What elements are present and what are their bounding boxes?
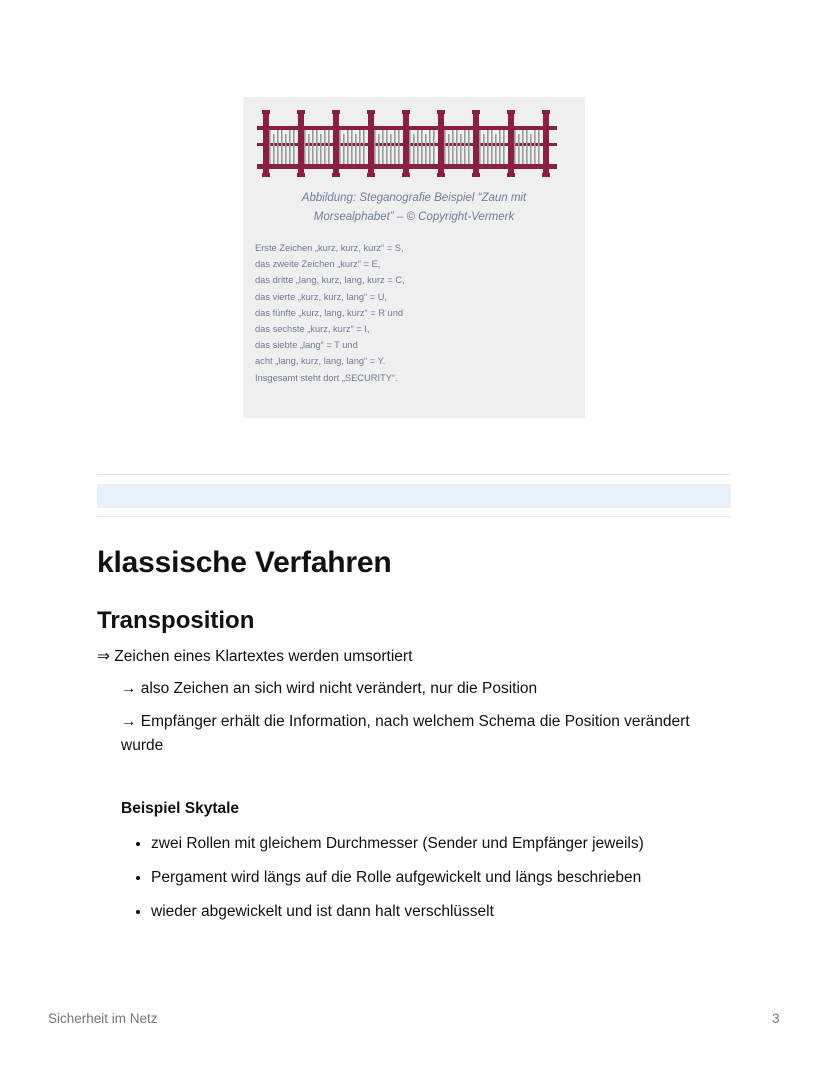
section-subtitle: Transposition <box>97 607 255 634</box>
point-1: → also Zeichen an sich wird nicht verändert, nur die Position <box>121 680 538 697</box>
figure-caption <box>243 189 585 227</box>
divider-top <box>97 474 731 475</box>
explanation-line: Erste Zeichen „kurz, kurz, kurz“ = S, <box>255 243 404 253</box>
footer-title: Sicherheit im Netz <box>48 1011 158 1026</box>
explanation-line: acht „lang, kurz, lang, lang“ = Y. <box>255 356 386 367</box>
explanation-line: das zweite Zeichen „kurz“ = E, <box>255 259 381 270</box>
section-title: klassische Verfahren <box>97 546 392 579</box>
fence-morse-icon <box>257 107 557 181</box>
highlight-band <box>97 484 731 508</box>
explanation-line: das fünfte „kurz, lang, kurz“ = R und <box>255 307 404 318</box>
point-2: → Empfänger erhält die Information, nach welchem Schema die Position verändert wurde <box>121 713 690 754</box>
steganography-figure <box>243 97 585 418</box>
explanation-line: Insgesamt steht dort „SECURITY“. <box>255 372 398 383</box>
caption-line-2: Morsealphabet” – © Copyright-Vermerk <box>313 211 515 223</box>
divider-bottom <box>97 516 731 517</box>
morse-explanation <box>255 240 575 386</box>
explanation-line: das dritte „lang, kurz, lang, kurz = C, <box>255 275 405 286</box>
caption-line-1: Abbildung: Steganografie Beispiel “Zaun mit <box>301 192 527 204</box>
example-title: Beispiel Skytale <box>121 800 240 817</box>
explanation-line: das vierte „kurz, kurz, lang“ = U, <box>255 291 388 302</box>
list-item: • Pergament wird längs auf die Rolle aufgewickelt und längs beschrieben <box>151 866 751 890</box>
skytale-list <box>121 832 751 934</box>
explanation-line: das sechste „kurz, kurz“ = I, <box>255 324 370 335</box>
explanation-line: das siebte „lang“ = T und <box>255 340 358 351</box>
list-item: • wieder abgewickelt und ist dann halt verschlüsselt <box>151 900 751 924</box>
page-number: 3 <box>772 1011 780 1026</box>
list-item: • zwei Rollen mit gleichem Durchmesser (Sender und Empfänger jeweils) <box>151 832 751 856</box>
intro-paragraph: ⇒ Zeichen eines Klartextes werden umsortiert <box>97 648 413 665</box>
